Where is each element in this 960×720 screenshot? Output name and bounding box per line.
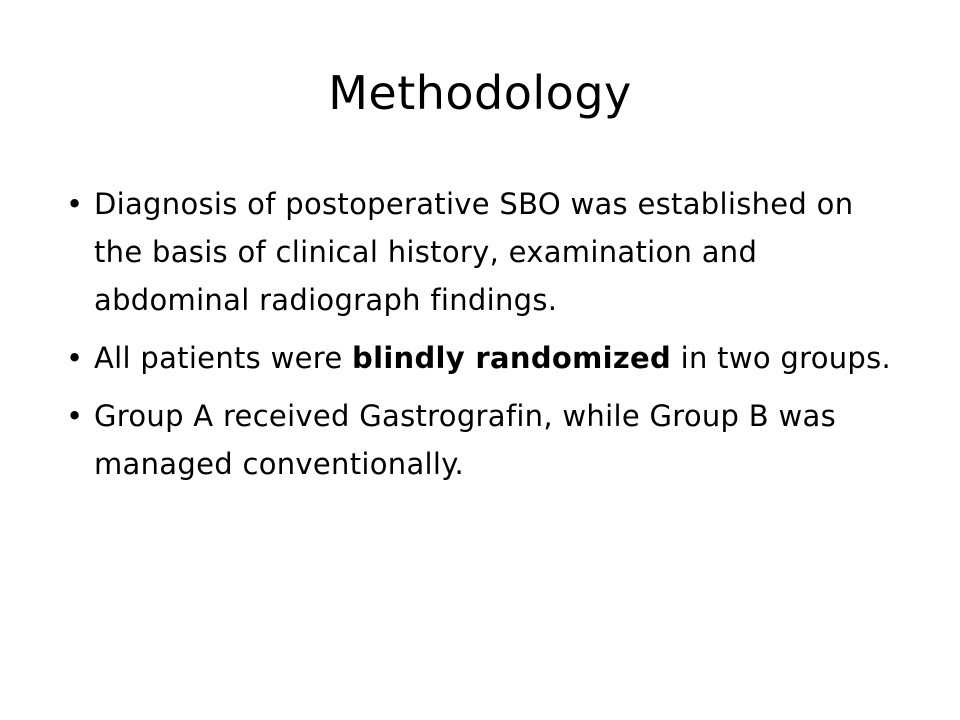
bullet-text: Group A received Gastrografin, while Group B was managed conventionally. [94, 399, 836, 481]
bullet-item-groups [66, 392, 894, 488]
bullet-text-bold: blindly randomized [352, 341, 672, 375]
bullet-text-before: All patients were [94, 341, 353, 375]
bullet-icon: • [66, 399, 84, 433]
slide-title: Methodology [328, 66, 632, 120]
bullet-item-randomization [66, 334, 894, 382]
bullet-icon: • [66, 187, 84, 221]
bullet-text-after: in two groups. [671, 341, 892, 375]
bullet-list [66, 180, 894, 498]
bullet-item-diagnosis [66, 180, 894, 324]
bullet-text: Diagnosis of postoperative SBO was established on the basis of clinical history, examination and abdominal radiograph findings. [94, 187, 854, 317]
bullet-icon: • [66, 341, 84, 375]
